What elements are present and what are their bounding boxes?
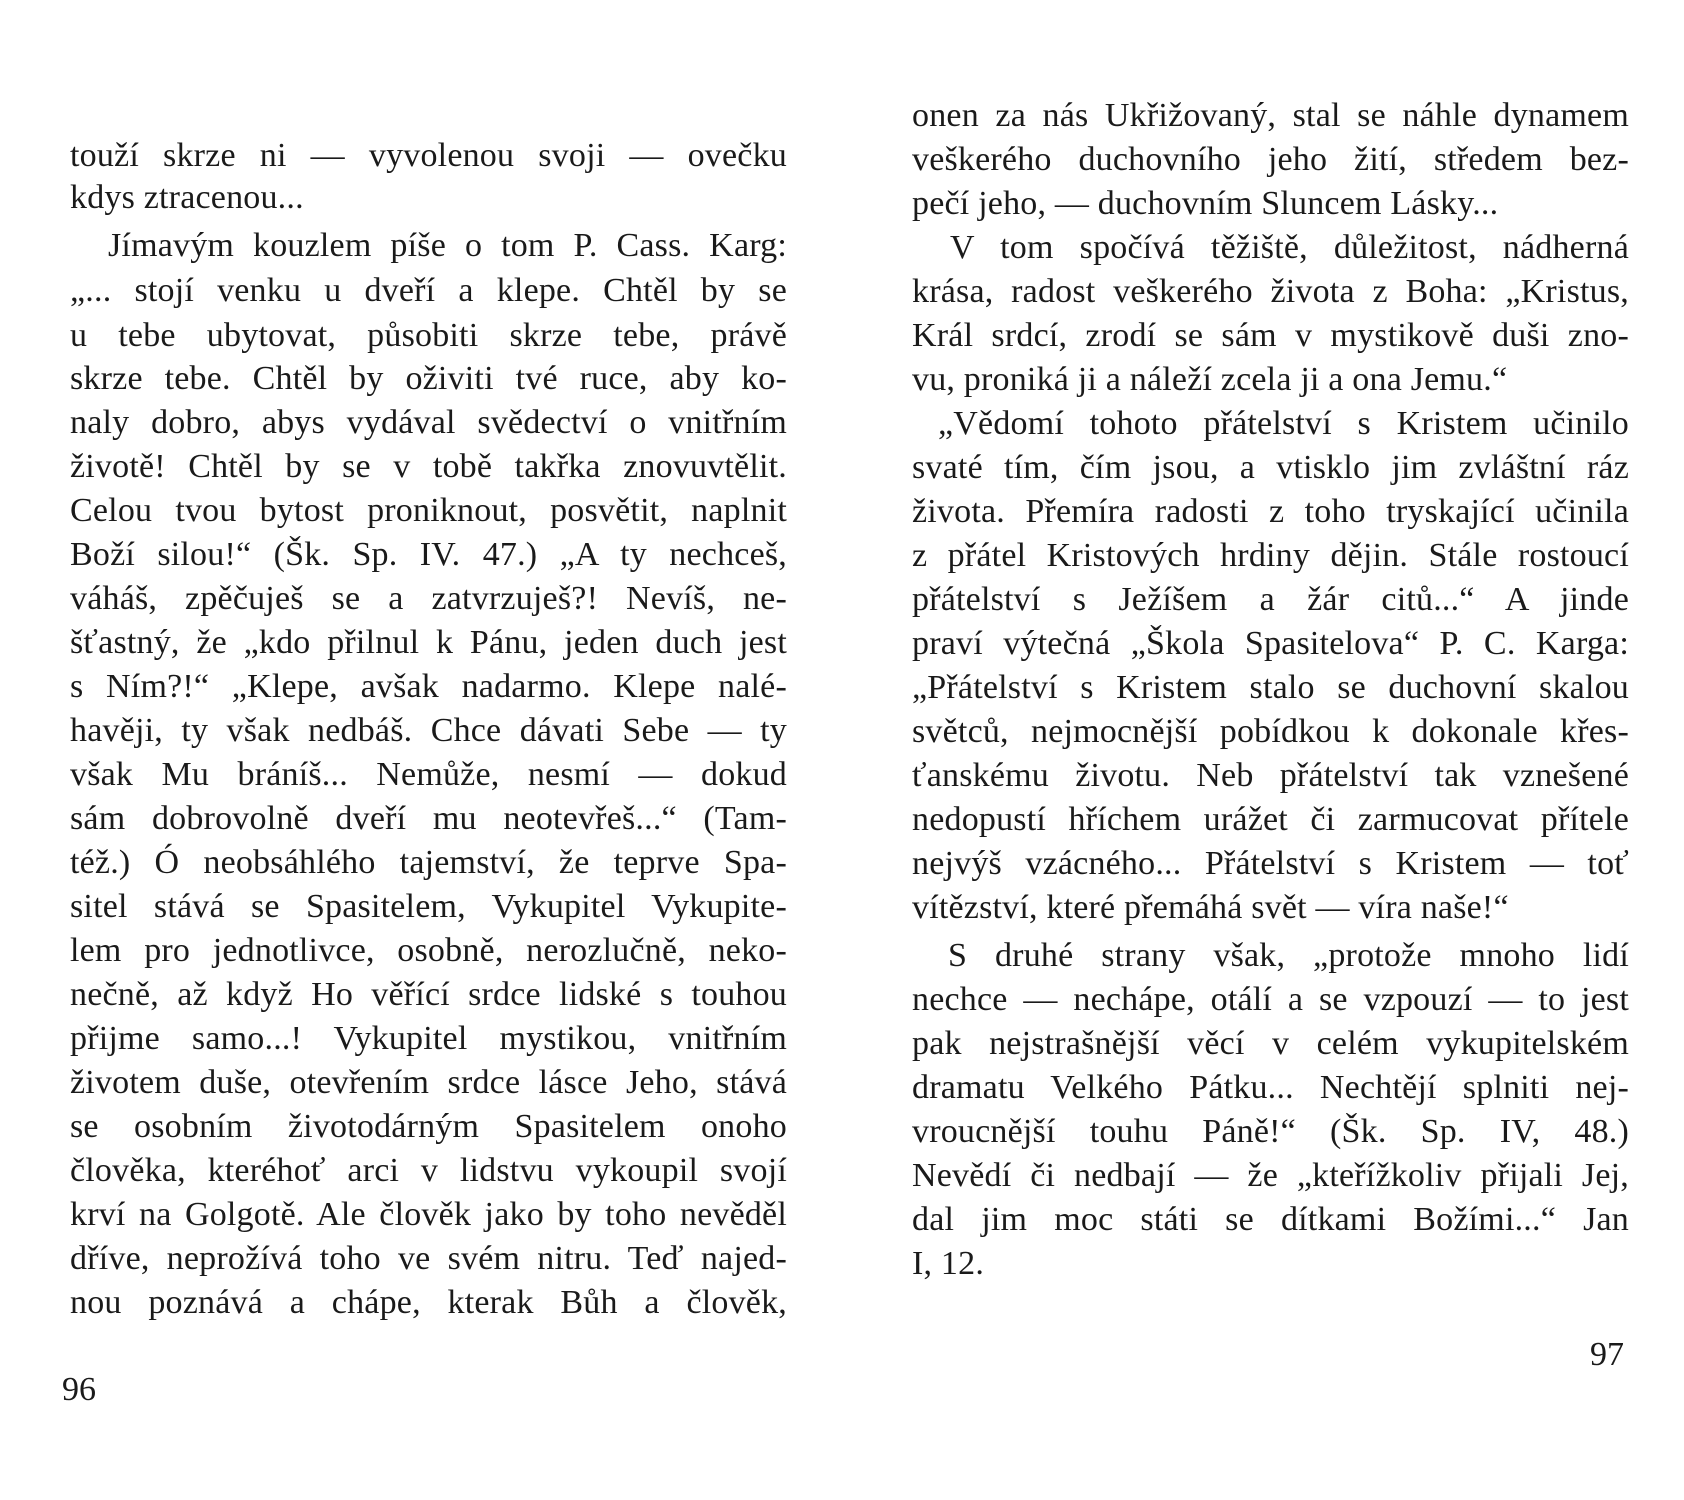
- text-line: „... stojí venku u dveří a klepe. Chtěl by se: [70, 272, 787, 309]
- text-line: I, 12.: [912, 1245, 985, 1282]
- text-line: praví výtečná „Škola Spasitelova“ P. C. Karga:: [912, 625, 1629, 662]
- text-line: ťanskému životu. Neb přátelství tak vznešené: [912, 757, 1629, 794]
- text-line: nou poznává a chápe, kterak Bůh a člověk,: [70, 1284, 787, 1321]
- text-line: V tom spočívá těžiště, důležitost, nádherná: [950, 229, 1629, 266]
- text-line: života. Přemíra radosti z toho tryskající učinila: [912, 493, 1629, 530]
- text-line: světců, nejmocnější pobídkou k dokonale křes-: [912, 713, 1629, 750]
- text-line: sitel stává se Spasitelem, Vykupitel Vykupite-: [70, 888, 787, 925]
- text-line: nečně, až když Ho věřící srdce lidské s touhou: [70, 976, 787, 1013]
- text-line: Boží silou!“ (Šk. Sp. IV. 47.) „A ty nechceš,: [70, 536, 787, 573]
- text-line: u tebe ubytovat, působiti skrze tebe, právě: [70, 317, 787, 354]
- text-line: skrze tebe. Chtěl by oživiti tvé ruce, aby ko-: [70, 360, 787, 397]
- text-line: vu, proniká ji a náleží zcela ji a ona Jemu.“: [912, 361, 1508, 398]
- text-line: krví na Golgotě. Ale člověk jako by toho nevěděl: [70, 1196, 787, 1233]
- page-number: 96: [62, 1371, 96, 1408]
- text-line: sám dobrovolně dveří mu neotevřeš...“ (Tam-: [70, 800, 787, 837]
- text-line: touží skrze ni — vyvolenou svoji — ovečku: [70, 137, 787, 174]
- text-line: krása, radost veškerého života z Boha: „Kristus,: [912, 273, 1629, 310]
- text-line: veškerého duchovního jeho žití, středem bez-: [912, 141, 1629, 178]
- text-line: Nevědí či nedbají — že „kteřížkoliv přijali Jej,: [912, 1157, 1629, 1194]
- text-line: dramatu Velkého Pátku... Nechtějí splniti nej-: [912, 1069, 1629, 1106]
- text-line: kdys ztracenou...: [70, 179, 304, 216]
- text-line: též.) Ó neobsáhlého tajemství, že teprve Spa-: [70, 844, 787, 881]
- text-line: dříve, neprožívá toho ve svém nitru. Teď najed-: [70, 1240, 787, 1277]
- page-number: 97: [1590, 1336, 1624, 1373]
- text-line: havěji, ty však nedbáš. Chce dávati Sebe — ty: [70, 712, 787, 749]
- text-line: šťastný, že „kdo přilnul k Pánu, jeden duch jest: [70, 624, 787, 661]
- right-page: [842, 0, 1684, 1500]
- text-line: životem duše, otevřením srdce lásce Jeho, stává: [70, 1064, 787, 1101]
- text-line: se osobním životodárným Spasitelem onoho: [70, 1108, 787, 1145]
- text-line: nedopustí hříchem urážet či zarmucovat přítele: [912, 801, 1629, 838]
- text-line: přijme samo...! Vykupitel mystikou, vnitřním: [70, 1020, 787, 1057]
- text-line: životě! Chtěl by se v tobě takřka znovuvtělit.: [70, 448, 787, 485]
- text-line: „Přátelství s Kristem stalo se duchovní skalou: [912, 669, 1629, 706]
- text-line: váháš, zpěčuješ se a zatvrzuješ?! Nevíš, ne-: [70, 580, 787, 617]
- text-line: člověka, kteréhoť arci v lidstvu vykoupil svojí: [70, 1152, 787, 1189]
- text-line: dal jim moc státi se dítkami Božími...“ Jan: [912, 1201, 1629, 1238]
- text-line: naly dobro, abys vydával svědectví o vnitřním: [70, 404, 787, 441]
- text-line: pak nejstrašnější věcí v celém vykupitelském: [912, 1025, 1629, 1062]
- text-line: Král srdcí, zrodí se sám v mystikově duši zno-: [912, 317, 1629, 354]
- text-line: Celou tvou bytost proniknout, posvětit, naplnit: [70, 492, 787, 529]
- text-line: vroucnější touhu Páně!“ (Šk. Sp. IV, 48.): [912, 1113, 1629, 1150]
- text-line: svaté tím, čím jsou, a vtisklo jim zvláštní ráz: [912, 449, 1629, 486]
- text-line: s Ním?!“ „Klepe, avšak nadarmo. Klepe nalé-: [70, 668, 787, 705]
- text-line: S druhé strany však, „protože mnoho lidí: [948, 937, 1629, 974]
- text-line: Jímavým kouzlem píše o tom P. Cass. Karg:: [108, 227, 787, 264]
- text-line: pečí jeho, — duchovním Sluncem Lásky...: [912, 185, 1499, 222]
- text-line: „Vědomí tohoto přátelství s Kristem učinilo: [938, 405, 1629, 442]
- text-line: vítězství, které přemáhá svět — víra naše!“: [912, 889, 1509, 926]
- text-line: však Mu bráníš... Nemůže, nesmí — dokud: [70, 756, 787, 793]
- text-line: lem pro jednotlivce, osobně, nerozlučně, neko-: [70, 932, 787, 969]
- text-line: nechce — nechápe, otálí a se vzpouzí — to jest: [912, 981, 1629, 1018]
- text-line: onen za nás Ukřižovaný, stal se náhle dynamem: [912, 97, 1629, 134]
- text-line: z přátel Kristových hrdiny dějin. Stále rostoucí: [912, 537, 1629, 574]
- text-line: nejvýš vzácného... Přátelství s Kristem — toť: [912, 845, 1629, 882]
- text-line: přátelství s Ježíšem a žár citů...“ A jinde: [912, 581, 1629, 618]
